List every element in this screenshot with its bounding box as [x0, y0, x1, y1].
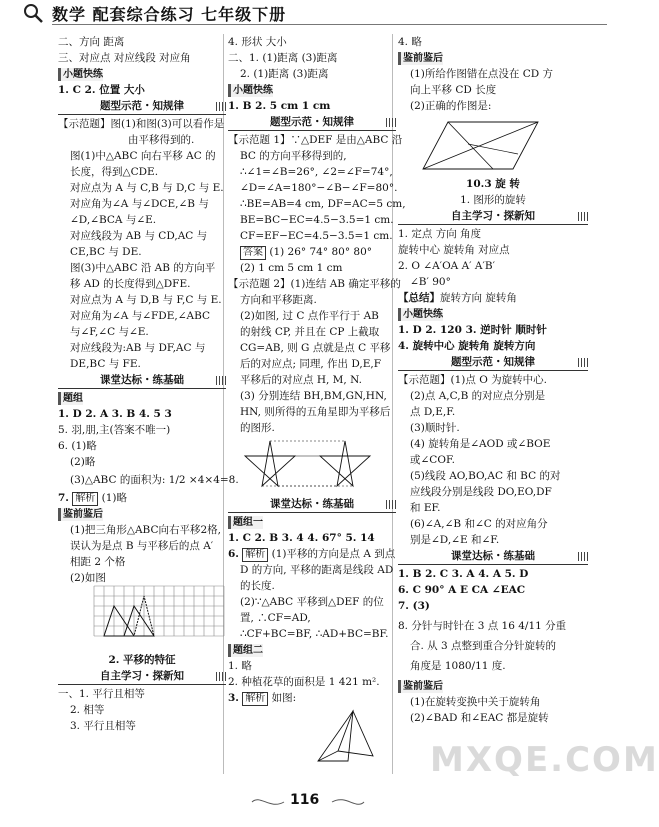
section-banner: 自主学习・探新知 [398, 209, 588, 225]
example-line: 对应点为 A 与 D,B 与 F,C 与 E. [70, 294, 222, 306]
section-banner: 题型示范・知规律 [398, 355, 588, 371]
page-header [22, 2, 602, 24]
example-line: CE,BC 与 DE. [70, 246, 142, 258]
analysis-label: 解析 [242, 548, 268, 562]
star-translation-figure [240, 436, 390, 496]
answer-line: 1. B 2. 5 cm 1 cm [228, 100, 331, 112]
example-line: 【示范题】(1)点 O 为旋转中心. [398, 374, 547, 386]
answer-line: 2. 相等 [70, 704, 105, 716]
example-line: DE,BC 与 FE. [70, 358, 141, 370]
grid-translation-figure [94, 586, 234, 648]
section-banner: 课堂达标・练基础 [398, 549, 588, 565]
answer-line: 2. O ∠A′OA A′ A′B′ [398, 260, 495, 272]
section-tag: 题组 [58, 392, 83, 405]
example-line: 方向和平移距离. [240, 294, 317, 306]
answer-line: 角度是 1080/11 度. [410, 660, 506, 672]
answer-line: ∴CF+BC=BF, ∴AD+BC=BF. [240, 628, 389, 640]
answer-line: 2. 种植花草的面积是 1 421 m². [228, 676, 380, 688]
example-line: (5)线段 AO,BO,AC 和 BC 的对 [410, 470, 561, 482]
note-line: 相距 2 个格 [70, 556, 126, 568]
answer-line: 3. 平行且相等 [70, 720, 136, 732]
note-line: 向上平移 CD 长度 [410, 84, 497, 96]
example-line: 和 EF. [410, 502, 441, 514]
example-line: HN, 则所得的五角星即为平移后 [240, 406, 391, 418]
section-banner: 自主学习・探新知 [58, 669, 226, 685]
note-line: 误认为是点 B 与平移后的点 A′ [70, 540, 214, 552]
example-line: 对应角为∠A 与∠DCE,∠B 与 [70, 198, 209, 210]
answer-line: 合. 从 3 点整到重合分针旋转的 [410, 640, 557, 652]
section-tag: 鉴前鉴后 [398, 680, 443, 693]
example-line: 点 D,E,F. [410, 406, 456, 418]
section-tag: 题组一 [228, 516, 263, 529]
example-line: (3)顺时针. [410, 422, 460, 434]
answer-line: 一、1. 平行且相等 [58, 688, 145, 700]
section-banner: 题型示范・知规律 [58, 99, 226, 115]
answer-line: 的长度. [240, 580, 275, 592]
answer-line: 1. C 2. 位置 大小 [58, 84, 145, 96]
answer-line: 旋转中心 旋转角 对应点 [398, 244, 510, 256]
answer-text: (1)平移的方向是点 A 到点 [271, 548, 396, 560]
example-line: ∠D=∠A=180°−∠B−∠F=80°. [240, 182, 398, 194]
example-line: 图(3)中△ABC 沿 AB 的方向平 [70, 262, 216, 274]
example-line: (3) 分别连结 BH,BM,GN,HN, [240, 390, 387, 402]
section-banner: 课堂达标・练基础 [58, 373, 226, 389]
triangle-translation-figure [278, 706, 398, 766]
example-line: BC 的方向平移得到的, [240, 150, 347, 162]
question-number: 6. [228, 548, 239, 560]
example-line: 后的对应点; 同理, 作出 D,E,F [240, 358, 382, 370]
example-line: CF=EF−EC=4.5−3.5=1 cm. [240, 230, 393, 242]
summary-text: 旋转方向 旋转角 [440, 292, 517, 304]
analysis-label: 解析 [72, 492, 98, 506]
note-line: (2)如图 [70, 572, 106, 584]
answer-line: 1. 略 [228, 660, 252, 672]
example-line: 由平移得到的. [128, 134, 195, 146]
note-line: (1)把三角形△ABC向右平移2格, [70, 524, 221, 536]
answer-text: (2) 1 cm 5 cm 1 cm [240, 262, 343, 274]
answer-line: 1. C 2. B 3. 4 4. 67° 5. 14 [228, 532, 375, 544]
answer-line: 三、对应点 对应线段 对应角 [58, 52, 191, 64]
example-line: 移 AD 的长度得到△DFE. [70, 278, 191, 290]
parallelogram-figure [408, 114, 558, 176]
answer-label: 答案 [240, 246, 266, 260]
example-line: 对应点为 A 与 C,B 与 D,C 与 E. [70, 182, 224, 194]
example-line: 图(1)中△ABC 向右平移 AC 的 [70, 150, 216, 162]
header-rule [52, 24, 607, 25]
example-line: 应线段分别是线段 DO,EO,DF [410, 486, 552, 498]
section-tag: 小题快练 [228, 84, 273, 97]
question-number: 7. [58, 492, 69, 504]
example-line: 平移后的对应点 H, M, N. [240, 374, 362, 386]
example-line: ∴∠1=∠B=26°, ∠2=∠F=74°, [240, 166, 393, 178]
example-line: 的射线 CP, 并且在 CP 上截取 [240, 326, 380, 338]
answer-line: 7. (3) [398, 600, 430, 612]
answer-line: 5. 羽,朋,主(答案不唯一) [58, 424, 171, 436]
section-tag: 鉴前鉴后 [398, 52, 443, 65]
section-banner: 题型示范・知规律 [228, 115, 396, 131]
answer-line: 置, ∴CF=AD, [240, 612, 311, 624]
example-line: 与∠F,∠C 与∠E. [70, 326, 149, 338]
example-line: 【示范题 2】(1)连结 AB 确定平移的 [228, 278, 401, 290]
example-line: (4) 旋转角是∠AOD 或∠BOE [410, 438, 551, 450]
answer-line: 二、1. (1)距离 (3)距离 [228, 52, 338, 64]
answer-line: ∠B′ 90° [410, 276, 451, 288]
section-title: 10.3 旋 转 [466, 178, 520, 190]
answer-line: 2. (1)距离 (3)距离 [240, 68, 329, 80]
answer-line: 1. D 2. A 3. B 4. 5 3 [58, 408, 172, 420]
page-footer [250, 790, 366, 814]
example-line: 对应角为∠A 与∠FDE,∠ABC [70, 310, 211, 322]
section-banner: 课堂达标・练基础 [228, 497, 396, 513]
example-line: (2)如图, 过 C 点作平行于 AB [240, 310, 379, 322]
analysis-label: 解析 [242, 692, 268, 706]
answer-text: (1)略 [101, 492, 128, 504]
example-line: ∠D,∠BCA 与∠E. [70, 214, 157, 226]
example-line: (2)点 A,C,B 的对应点分别是 [410, 390, 546, 402]
answer-line: 4. 略 [398, 36, 422, 48]
example-line: 【示范题 1】∵△DEF 是由△ABC 沿 [228, 134, 403, 146]
answer-line: 二、方向 距离 [58, 36, 125, 48]
book-title: 数学 配套综合练习 七年级下册 [52, 5, 287, 24]
example-line: 【示范题】图(1)和图(3)可以看作是 [58, 118, 225, 130]
example-line: CG=AB, 则 G 点就是点 C 平移 [240, 342, 391, 354]
subsection-title: 1. 图形的旋转 [460, 194, 526, 206]
answer-line: D 的方向, 平移的距离是线段 AD [240, 564, 394, 576]
answer-line: 1. B 2. C 3. A 4. A 5. D [398, 568, 529, 580]
example-line: 的图形. [240, 422, 275, 434]
summary-label: 【总结】 [398, 292, 440, 304]
answer-line: 6. (1)略 [58, 440, 97, 452]
watermark: MXQE.COM [430, 740, 659, 780]
example-line: 对应线段为 AB 与 CD,AC 与 [70, 230, 208, 242]
answer-line: 4. 旋转中心 旋转角 旋转方向 [398, 340, 536, 352]
section-tag: 题组二 [228, 644, 263, 657]
answer-text: (1) 26° 74° 80° 80° [269, 246, 373, 258]
example-line: ∴BE=AB=4 cm, DF=AC=5 cm, [240, 198, 406, 210]
column-2 [228, 34, 406, 766]
column-1 [58, 34, 239, 734]
example-line: (6)∠A,∠B 和∠C 的对应角分 [410, 518, 548, 530]
note-line: (1)所给作图错在点没在 CD 方 [410, 68, 554, 80]
question-number: 3. [228, 692, 239, 704]
column-3 [398, 34, 588, 726]
answer-line: (2)略 [70, 456, 96, 468]
note-line: (2)正确的作图是: [410, 100, 492, 112]
note-line: (2)∠BAD 和∠EAC 都是旋转 [410, 712, 549, 724]
example-line: 别是∠D,∠E 和∠F. [410, 534, 500, 546]
section-tag: 小题快练 [58, 68, 103, 81]
note-line: (1)在旋转变换中关于旋转角 [410, 696, 541, 708]
answer-line: 6. C 90° A E CA ∠EAC [398, 584, 526, 596]
subsection-title: 2. 平移的特征 [108, 654, 176, 666]
page-number: 116 [290, 792, 320, 808]
example-line: 或∠COF. [410, 454, 455, 466]
answer-text: 如图: [271, 692, 297, 704]
example-line: 长度，得到△CDE. [70, 166, 159, 178]
answer-line: 1. D 2. 120 3. 逆时针 顺时针 [398, 324, 547, 336]
answer-line: 1. 定点 方向 角度 [398, 228, 482, 240]
example-line: 对应线段为:AB 与 DF,AC 与 [70, 342, 206, 354]
answer-line: 4. 形状 大小 [228, 36, 287, 48]
section-tag: 小题快练 [398, 308, 443, 321]
magnifier-book-icon [22, 2, 44, 24]
answer-line: (2)∵△ABC 平移到△DEF 的位 [240, 596, 384, 608]
example-line: BE=BC−EC=4.5−3.5=1 cm. [240, 214, 394, 226]
answer-line: 8. 分针与时针在 3 点 16 4/11 分重 [398, 620, 567, 632]
section-tag: 鉴前鉴后 [58, 508, 103, 521]
answer-line: (3)△ABC 的面积为: 1/2 ×4×4=8. [70, 474, 239, 486]
